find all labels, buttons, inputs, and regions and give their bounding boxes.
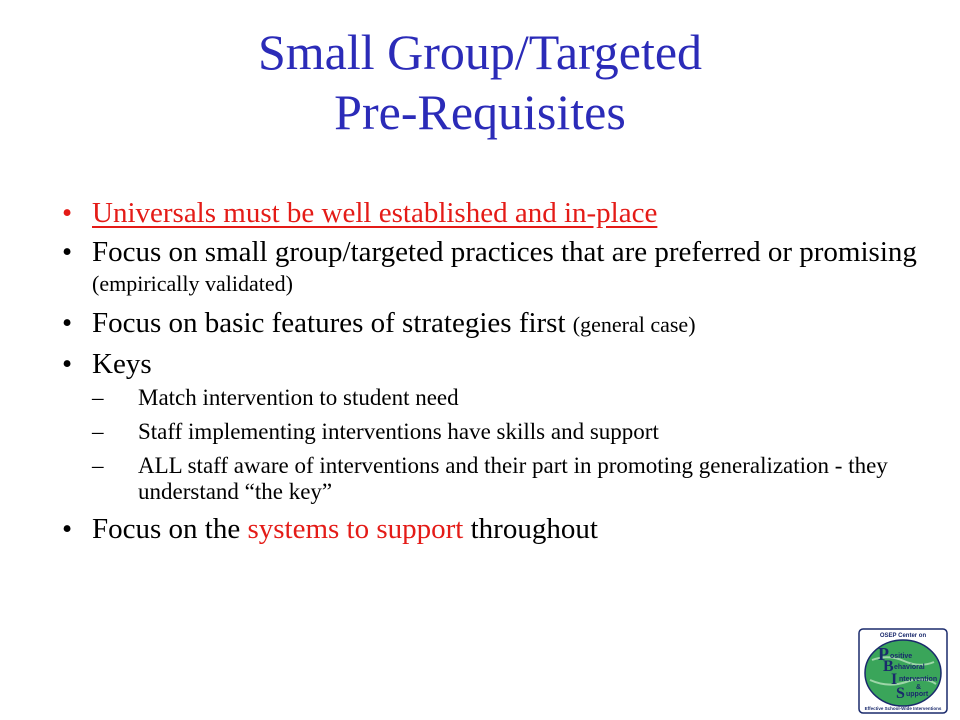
bullet-highlight: systems to support	[247, 513, 464, 545]
sub-bullet-marker: –	[92, 453, 104, 478]
sub-bullet-text: Match intervention to student need	[138, 385, 459, 410]
logo-top-text: OSEP Center on	[879, 633, 927, 639]
bullet-list	[62, 198, 922, 553]
sub-bullet	[92, 419, 922, 445]
sub-bullet	[92, 453, 922, 505]
logo-word-support: upport	[906, 691, 929, 698]
bullet-text: Focus on basic features of strategies first	[92, 307, 566, 339]
logo-ampersand: &	[916, 684, 922, 691]
sub-bullet-text: Staff implementing interventions have skills and support	[138, 419, 659, 444]
logo-word-positive: ositive	[890, 653, 913, 660]
bullet-systems	[62, 514, 922, 544]
bullet-note: (empirically validated)	[92, 271, 293, 296]
logo-letter-b: B	[883, 658, 894, 675]
bullet-text-before: Focus on the	[92, 513, 241, 545]
bullet-text: Focus on small group/targeted practices that are preferred or promising	[92, 236, 917, 268]
bullet-keys	[62, 349, 922, 505]
logo-letter-s: S	[896, 685, 905, 702]
bullet-marker: •	[62, 513, 73, 545]
logo-bottom-text: Effective School-Wide Interventions	[864, 706, 942, 711]
bullet-focus-practices	[62, 237, 922, 299]
keys-sublist	[92, 385, 922, 505]
bullet-marker: •	[62, 197, 73, 229]
pbis-logo	[858, 628, 948, 714]
bullet-focus-features	[62, 308, 922, 340]
bullet-marker: •	[62, 236, 73, 268]
title-line-1: Small Group/Targeted	[257, 24, 703, 80]
bullet-note: (general case)	[572, 312, 696, 337]
bullet-text: Universals must be well established and in-place	[92, 197, 658, 229]
sub-bullet-text: ALL staff aware of interventions and their part in promoting generalization - they understand “the key”	[138, 453, 888, 504]
bullet-marker: •	[62, 307, 73, 339]
logo-letter-p: P	[878, 644, 889, 664]
logo-letter-i: I	[891, 671, 898, 688]
sub-bullet	[92, 385, 922, 411]
bullet-marker: •	[62, 348, 73, 380]
title-line-2: Pre-Requisites	[334, 84, 626, 140]
logo-word-behavioral: ehavioral	[894, 664, 925, 671]
logo-word-intervention: ntervention	[899, 676, 938, 683]
sub-bullet-marker: –	[92, 419, 104, 444]
bullet-universals	[62, 198, 922, 228]
bullet-text-after: throughout	[470, 513, 598, 545]
slide-title	[0, 22, 960, 142]
sub-bullet-marker: –	[92, 385, 104, 410]
bullet-text: Keys	[92, 348, 152, 380]
